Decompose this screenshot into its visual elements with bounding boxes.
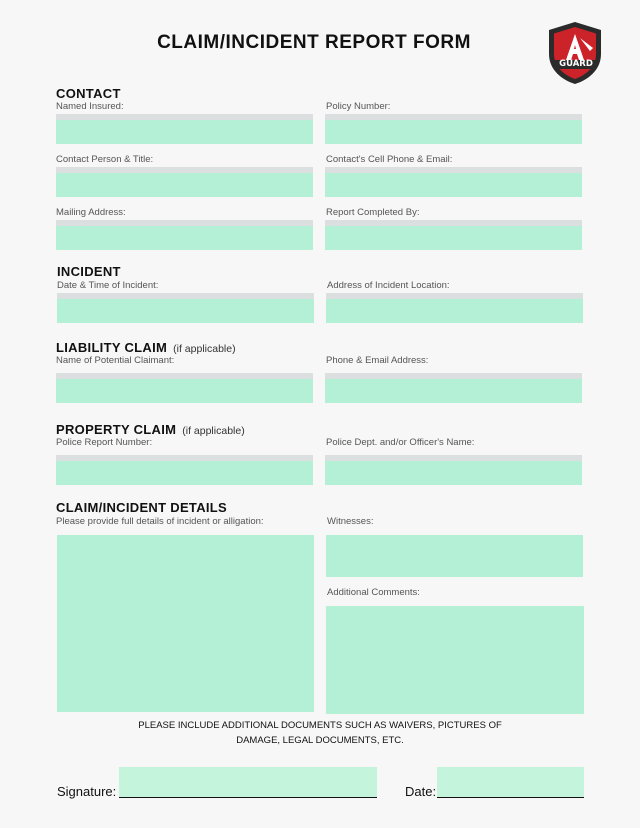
section-property (56, 422, 245, 437)
label-phone-email: Phone & Email Address: (326, 355, 429, 366)
documents-note: PLEASE INCLUDE ADDITIONAL DOCUMENTS SUCH AS WAIVERS, PICTURES OF DAMAGE, LEGAL DOCUMENTS, ETC. (138, 720, 502, 746)
label-claimant-name: Name of Potential Claimant: (56, 355, 175, 366)
section-details: CLAIM/INCIDENT DETAILS (56, 500, 228, 515)
label-mailing-address: Mailing Address: (56, 207, 126, 218)
section-contact: CONTACT (56, 86, 121, 101)
signature-label: Signature: (57, 784, 117, 799)
label-policy-number: Policy Number: (326, 101, 391, 112)
section-incident: INCIDENT (57, 264, 121, 279)
contact-person-field[interactable] (56, 167, 313, 197)
date-time-field[interactable] (57, 293, 314, 323)
label-date-time: Date & Time of Incident: (57, 280, 159, 291)
date-label: Date: (405, 784, 437, 799)
claimant-name-field[interactable] (56, 373, 313, 403)
policy-number-field[interactable] (325, 114, 582, 144)
label-contact-phone: Contact's Cell Phone & Email: (326, 154, 453, 165)
named-insured-field[interactable] (56, 114, 313, 144)
label-incident-address: Address of Incident Location: (327, 280, 450, 291)
signature-field[interactable] (119, 767, 377, 798)
incident-address-field[interactable] (326, 293, 583, 323)
police-dept-field[interactable] (325, 455, 582, 485)
contact-phone-field[interactable] (325, 167, 582, 197)
label-additional-comments: Additional Comments: (327, 587, 420, 598)
label-details-prompt: Please provide full details of incident or alligation: (56, 516, 264, 527)
liability-note: (if applicable) (173, 343, 236, 355)
label-police-dept: Police Dept. and/or Officer's Name: (326, 437, 475, 448)
label-witnesses: Witnesses: (327, 516, 374, 527)
form-title: CLAIM/INCIDENT REPORT FORM (157, 32, 471, 53)
details-textarea[interactable] (57, 535, 314, 712)
mailing-address-field[interactable] (56, 220, 313, 250)
phone-email-field[interactable] (325, 373, 582, 403)
label-police-report: Police Report Number: (56, 437, 153, 448)
property-note: (if applicable) (182, 425, 245, 437)
witnesses-textarea[interactable] (326, 535, 583, 577)
date-field[interactable] (437, 767, 584, 798)
label-contact-person: Contact Person & Title: (56, 154, 154, 165)
additional-comments-textarea[interactable] (326, 606, 584, 714)
label-named-insured: Named Insured: (56, 101, 124, 112)
guard-logo (546, 20, 604, 86)
label-report-completed: Report Completed By: (326, 207, 420, 218)
report-completed-field[interactable] (325, 220, 582, 250)
logo-text: GUARD (559, 59, 593, 69)
police-report-field[interactable] (56, 455, 313, 485)
section-liability (56, 340, 236, 355)
property-title: PROPERTY CLAIM (56, 422, 177, 437)
liability-title: LIABILITY CLAIM (56, 340, 168, 355)
